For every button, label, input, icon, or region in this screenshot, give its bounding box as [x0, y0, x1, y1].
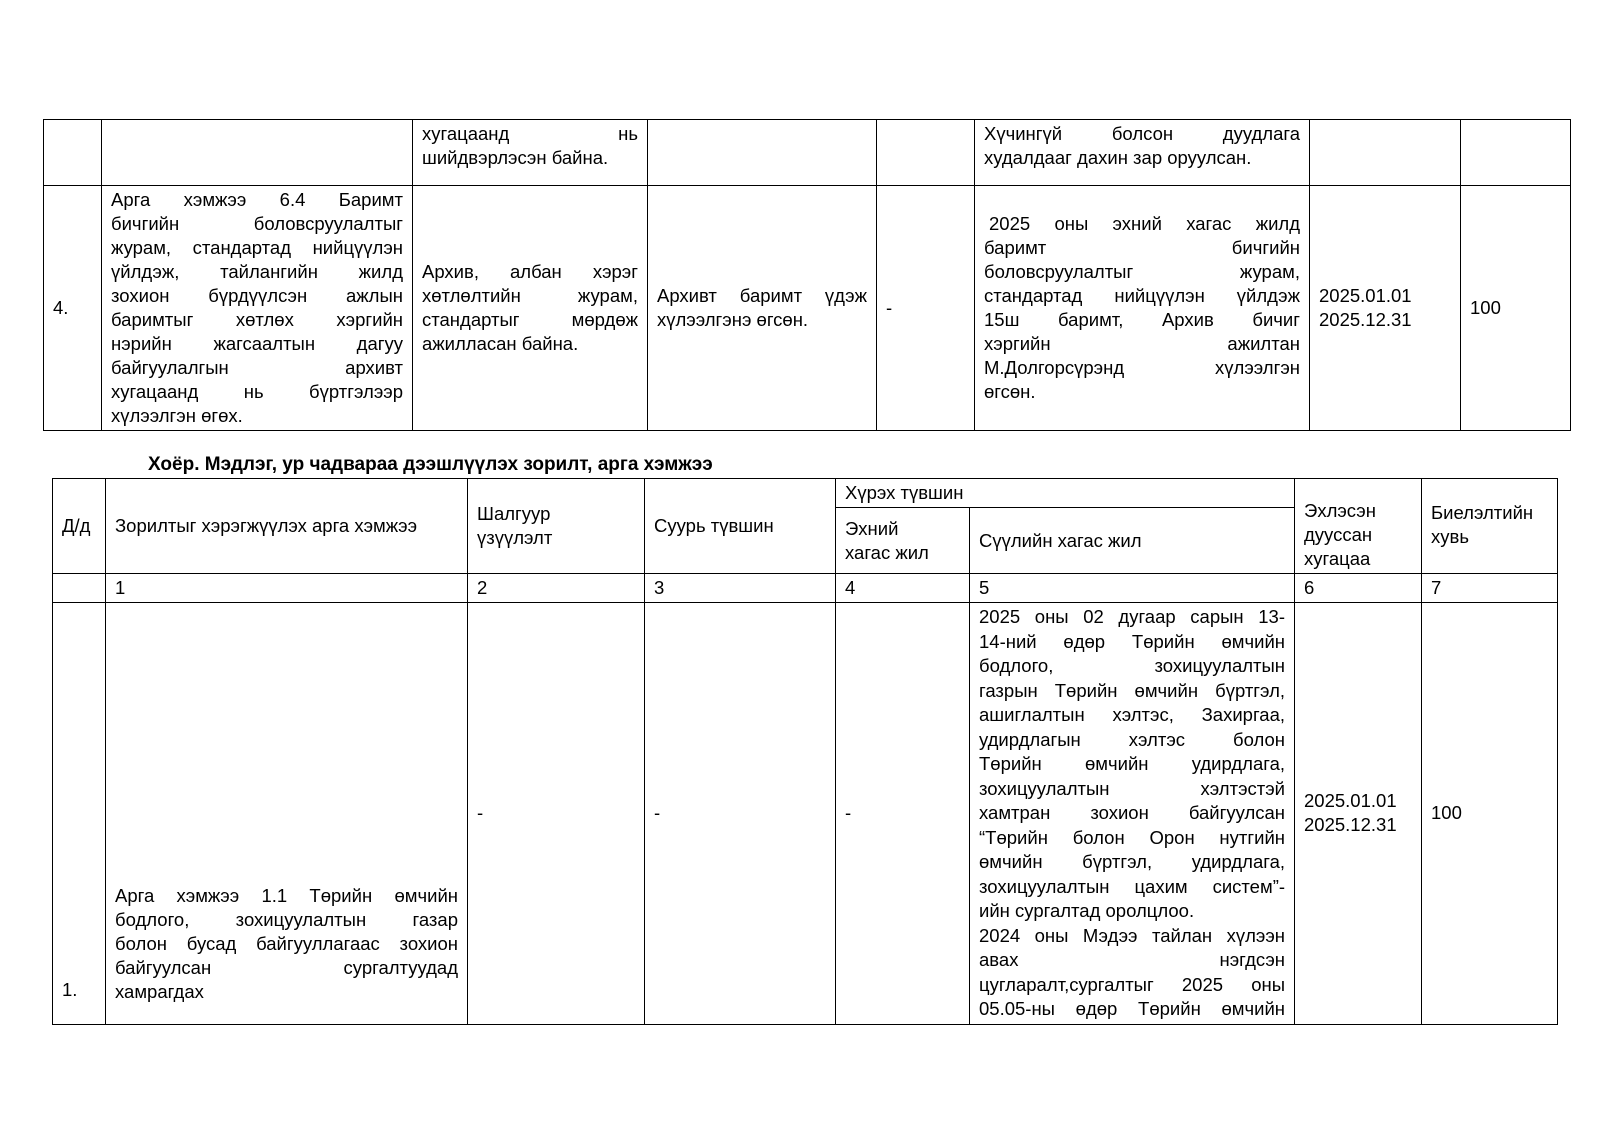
text-line: өгсөн.	[984, 381, 1036, 402]
cell-num: 4.	[44, 186, 102, 431]
header-percent	[1422, 479, 1558, 574]
text-line: 2025 оны эхний хагас жилд	[989, 213, 1300, 234]
text-line: Арга хэмжээ 1.1 Төрийн өмчийн	[115, 884, 458, 906]
text-line: үзүүлэлт	[477, 527, 553, 548]
text-line: 2024 оны Мэдээ тайлан хүлээн	[979, 924, 1286, 946]
header-second-half: Сүүлийн хагас жил	[970, 508, 1295, 574]
text-line: үйлдэж, тайлангийн жилд	[111, 261, 403, 282]
col-number: 6	[1295, 574, 1422, 603]
cell-first-half: -	[836, 603, 970, 1025]
text-line: 14-ний өдөр Төрийн өмчийн	[979, 630, 1286, 652]
text-line: 2025 оны 02 дугаар сарын 13-	[979, 606, 1286, 627]
text-line: 15ш баримт, Архив бичиг	[984, 309, 1300, 330]
text-line: 2025.01.01	[1304, 790, 1397, 812]
column-number-row	[53, 574, 1558, 603]
text-line: Шалгуур	[477, 503, 551, 524]
text-line: Биелэлтийн	[1431, 502, 1534, 523]
text-line: ашиглалтын хэлтэс, Захиргаа,	[979, 704, 1286, 725]
text-line: баримтыг хөтлөх хэргийн	[111, 309, 403, 330]
cell-criterion	[413, 120, 648, 186]
cell-criterion	[413, 186, 648, 431]
text-line: хамрагдах	[115, 980, 204, 1002]
cell-percent	[1461, 120, 1571, 186]
text-line: журам, стандартад нийцүүлэн	[111, 237, 403, 258]
col-number: 2	[468, 574, 645, 603]
header-target: Хүрэх түвшин	[836, 479, 1295, 508]
text-line: шийдвэрлэсэн байна.	[422, 147, 609, 168]
cell-period	[1310, 186, 1461, 431]
text-line: хөтлөлтийн журам,	[422, 285, 638, 306]
text-line: зохицуулалтын хэлтэстэй	[979, 777, 1286, 799]
text-line: удирдлагын хэлтэс болон	[979, 728, 1286, 750]
header-criterion	[468, 479, 645, 574]
cell-percent: 100	[1461, 186, 1571, 431]
text-line: байгуулалгын архивт	[111, 357, 403, 378]
col-number: 1	[106, 574, 468, 603]
text-line: баримт бичгийн	[984, 237, 1300, 258]
table-row	[44, 120, 1571, 186]
text-line: Арга хэмжээ 6.4 Баримт	[111, 189, 403, 210]
section-title: Хоёр. Мэдлэг, ур чадвараа дээшлүүлэх зорилт, арга хэмжээ	[148, 454, 713, 475]
header-base: Суурь түвшин	[645, 479, 836, 574]
table-row	[44, 186, 1571, 431]
header-num: Д/д	[53, 479, 106, 574]
text-line: хугацаанд нь	[422, 123, 638, 144]
text-line: Эхлэсэн	[1304, 500, 1376, 521]
text-line: хамтран зохион байгуулсан	[979, 802, 1286, 823]
text-line: дууссан	[1304, 524, 1373, 545]
text-line: хэргийн ажилтан	[984, 333, 1300, 354]
text-line: хугацаа	[1304, 548, 1371, 569]
text-line: Хүчингүй болсон дуудлага	[984, 123, 1300, 144]
text-line: цугларалт,сургалтыг 2025 оны	[979, 973, 1286, 995]
text-line: Архив, албан хэрэг	[422, 261, 638, 282]
cell-second-half	[970, 603, 1295, 1025]
text-line: өмчийн бүртгэл, удирдлага,	[979, 851, 1286, 872]
text-line: стандартад нийцүүлэн үйлдэж	[984, 285, 1300, 306]
text-line: газрын Төрийн өмчийн бүртгэл,	[979, 679, 1286, 701]
text-line: 05.05-ны өдөр Төрийн өмчийн	[979, 998, 1286, 1019]
text-line: “Төрийн болон Орон нутгийн	[979, 826, 1286, 848]
cell-criterion: -	[468, 603, 645, 1025]
text-line: хагас жил	[845, 541, 929, 563]
cell-percent: 100	[1422, 603, 1558, 1025]
measures-table	[52, 478, 1558, 1025]
header-row	[53, 479, 1558, 508]
text-line: болон бусад байгууллагаас зохион	[115, 932, 458, 954]
cell-measure	[102, 186, 413, 431]
col-number: 4	[836, 574, 970, 603]
text-line: хүлээлгэнэ өгсөн.	[657, 309, 809, 330]
text-line: 2025.01.01	[1319, 285, 1412, 306]
text-line: худалдааг дахин зар оруулсан.	[984, 147, 1252, 168]
header-measure: Зорилтыг хэрэгжүүлэх арга хэмжээ	[106, 479, 468, 574]
text-line: М.Долгорсүрэнд хүлээлгэн	[984, 357, 1300, 378]
col-number: 7	[1422, 574, 1558, 603]
text-line: ийн сургалтад оролцлоо.	[979, 900, 1195, 921]
cell-period	[1295, 603, 1422, 1025]
cell-measure	[106, 603, 468, 1025]
text-line: Эхний	[845, 517, 899, 539]
text-line: 2025.12.31	[1319, 309, 1412, 330]
text-line: авах нэгдсэн	[979, 949, 1286, 970]
cell-num	[44, 120, 102, 186]
text-line: Төрийн өмчийн удирдлага,	[979, 753, 1286, 774]
text-line: бодлого, зохицуулалтын	[979, 655, 1286, 676]
text-line: бодлого, зохицуулалтын газар	[115, 908, 458, 930]
text-line: хувь	[1431, 526, 1469, 547]
cell-base	[648, 120, 877, 186]
text-line: хугацаанд нь бүртгэлээр	[111, 381, 403, 402]
text-line: хүлээлгэн өгөх.	[111, 405, 243, 426]
col-number-blank	[53, 574, 106, 603]
cell-second-half	[975, 186, 1310, 431]
text-line: нэрийн жагсаалтын дагуу	[111, 333, 403, 354]
continuation-table	[43, 119, 1571, 431]
header-period	[1295, 479, 1422, 574]
text-line: Архивт баримт үдэж	[657, 285, 867, 306]
col-number: 3	[645, 574, 836, 603]
cell-measure	[102, 120, 413, 186]
text-line: стандартыг мөрдөж	[422, 309, 638, 330]
text-line: боловсруулалтыг журам,	[984, 261, 1300, 282]
text-line: зохион бүрдүүлсэн ажлын	[111, 285, 403, 306]
cell-period	[1310, 120, 1461, 186]
text-line: зохицуулалтын цахим систем”-	[979, 875, 1286, 897]
cell-first-half	[877, 120, 975, 186]
cell-num: 1.	[53, 603, 106, 1025]
text-line: ажилласан байна.	[422, 333, 579, 354]
cell-base: -	[645, 603, 836, 1025]
col-number: 5	[970, 574, 1295, 603]
text-line: 2025.12.31	[1304, 814, 1397, 836]
cell-first-half: -	[877, 186, 975, 431]
cell-second-half	[975, 120, 1310, 186]
text-line: бичгийн боловсруулалтыг	[111, 213, 403, 234]
text-line: байгуулсан сургалтуудад	[115, 956, 458, 978]
cell-base	[648, 186, 877, 431]
table-row	[53, 603, 1558, 1025]
header-first-half	[836, 508, 970, 574]
